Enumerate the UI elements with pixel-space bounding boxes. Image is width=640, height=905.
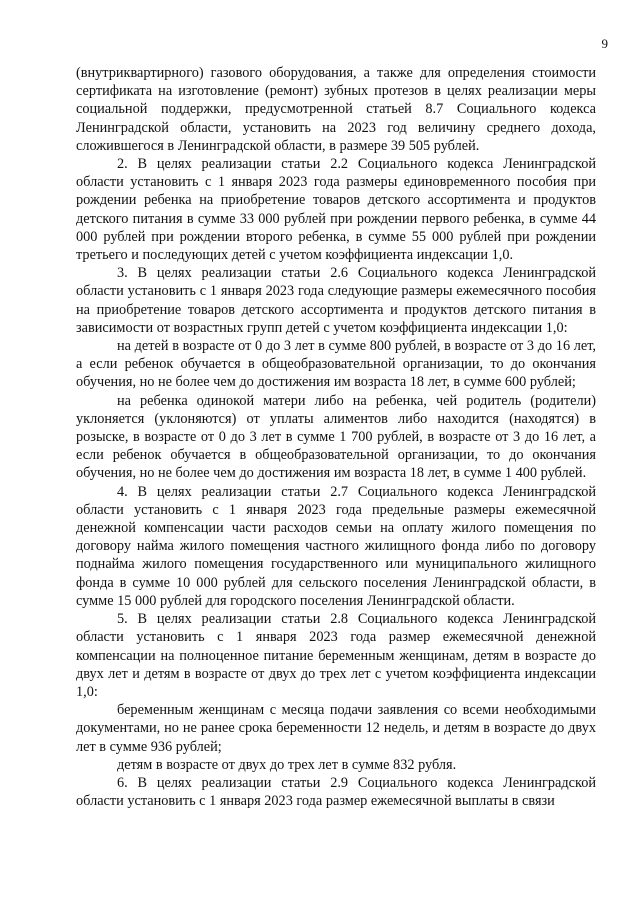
paragraph: 2. В целях реализации статьи 2.2 Социального кодекса Ленинградской области установить с 1 января 2023 года размеры единовременного пособия при рождении ребенка на приобретение товаров детского ассортимента и продуктов детского питания в сумме 33 000 рублей при рождении первого ребенка, в сумме 44 000 рублей при рождении второго ребенка, в сумме 55 000 рублей при рождении третьего и последующих детей с учетом коэффициента индексации 1,0. xyxy=(76,156,596,264)
paragraph: 4. В целях реализации статьи 2.7 Социального кодекса Ленинградской области установить с 1 января 2023 года предельные размеры ежемесячной денежной компенсации части расходов семьи на оплату жилого помещения по договору найма жилого помещения частного жилищного фонда либо по договору поднайма жилого помещения государственного или муниципального жилищного фонда в сумме 10 000 рублей для сельского поселения Ленинградской области, в сумме 15 000 рублей для городского поселения Ленинградской области. xyxy=(76,483,596,609)
paragraph: детям в возрасте от двух до трех лет в сумме 832 рубля. xyxy=(117,756,457,773)
page-number: 9 xyxy=(601,36,608,51)
paragraph: на детей в возрасте от 0 до 3 лет в сумме 800 рублей, в возрасте от 3 до 16 лет, а если ребенок обучается в общеобразовательной организации, то до окончания обучения, но не более чем до достижения им возраста 18 лет, в сумме 600 рублей; xyxy=(76,338,596,391)
paragraph: 6. В целях реализации статьи 2.9 Социального кодекса Ленинградской области установить с 1 января 2023 года размер ежемесячной выплаты в связи xyxy=(76,774,596,810)
paragraph: 3. В целях реализации статьи 2.6 Социального кодекса Ленинградской области установить с 1 января 2023 года следующие размеры ежемесячного пособия на приобретение товаров детского ассортимента и продуктов детского питания в зависимости от возрастных групп детей с учетом коэффициента индексации 1,0: xyxy=(76,265,596,336)
paragraph: (внутриквартирного) газового оборудования, а также для определения стоимости сертификата на изготовление (ремонт) зубных протезов в целях реализации меры социальной поддержки, предусмотренной статьей 8.7 Социального кодекса Ленинградской области, установить на 2023 год величину среднего дохода, сложившегося в Ленинградской области, в размере 39 505 рублей. xyxy=(76,65,596,154)
paragraph: 5. В целях реализации статьи 2.8 Социального кодекса Ленинградской области установить с 1 января 2023 года размер ежемесячной денежной компенсации на полноценное питание беременным женщинам, детям в возрасте до двух лет и детям в возрасте от двух до трех лет с учетом коэффициента индексации 1,0: xyxy=(76,611,596,700)
document-body xyxy=(76,64,596,810)
paragraph: беременным женщинам с месяца подачи заявления со всеми необходимыми документами, но не ранее срока беременности 12 недель, и детям в возрасте до двух лет в сумме 936 рублей; xyxy=(76,702,596,755)
paragraph: на ребенка одинокой матери либо на ребенка, чей родитель (родители) уклоняется (уклоняются) от уплаты алиментов либо находится (находятся) в розыске, в возрасте от 0 до 3 лет в сумме 1 700 рублей, в возрасте от 3 до 16 лет, а если ребенок обучается в общеобразовательной организации, то до окончания обучения, но не более чем до достижения им возраста 18 лет, в сумме 1 400 рублей. xyxy=(76,392,596,482)
